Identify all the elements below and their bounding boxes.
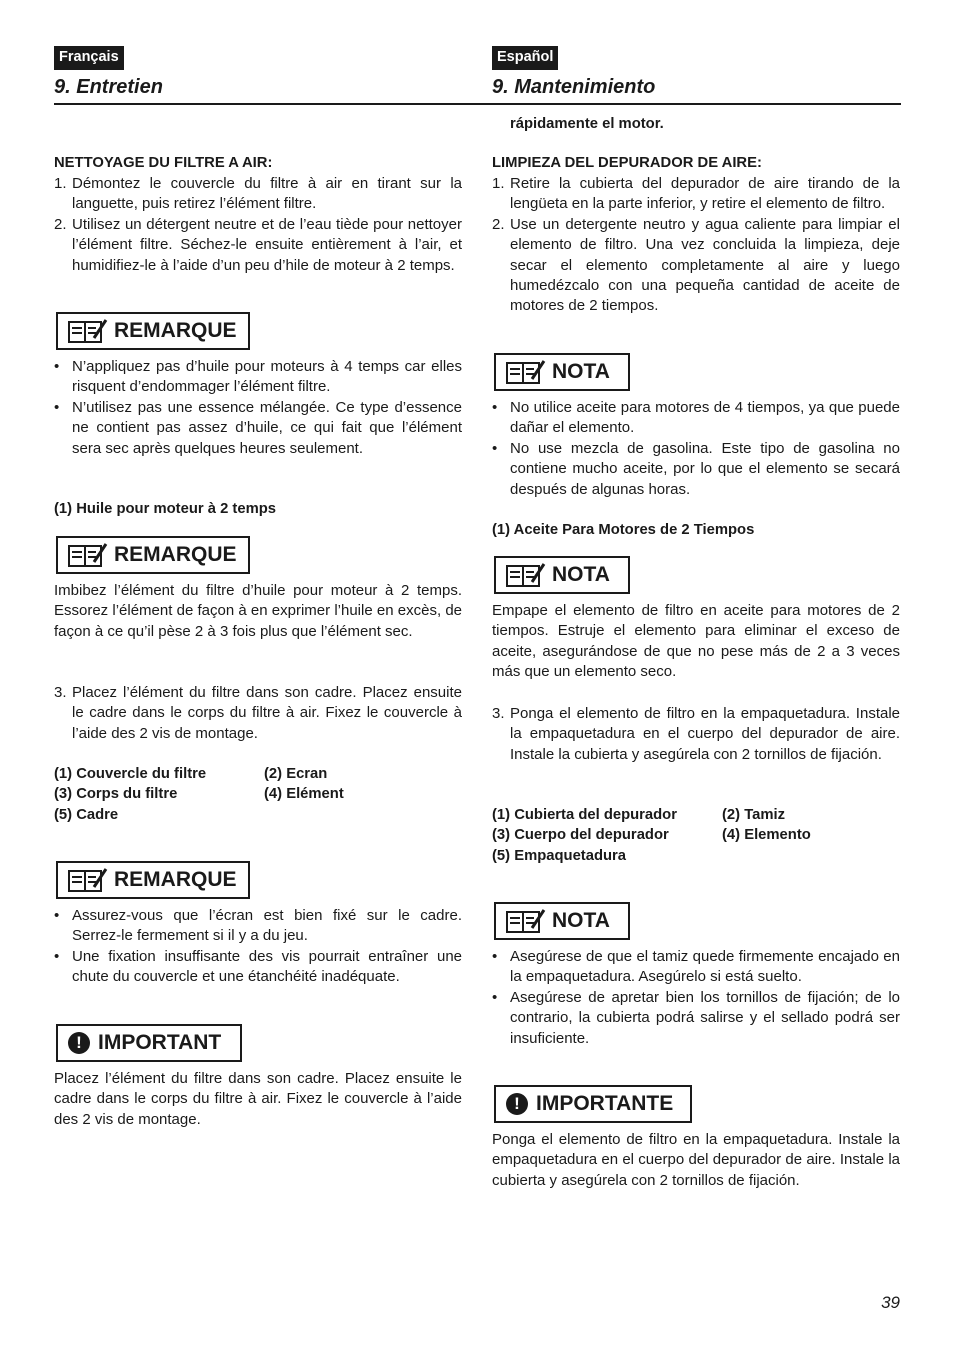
language-tab: Français: [54, 46, 124, 70]
note-box: [494, 556, 630, 594]
subheading: (1) Huile pour moteur à 2 temps: [54, 501, 276, 517]
note-1-list: [54, 357, 462, 459]
section-title: 9. Entretien: [54, 76, 163, 98]
note-1-list: [492, 398, 900, 500]
section-title: 9. Mantenimiento: [492, 76, 656, 98]
part-label: (4) Elément: [264, 786, 344, 803]
note-box: [56, 536, 250, 574]
note-label: NOTA: [552, 909, 610, 932]
book-pencil-icon: [68, 318, 108, 344]
header-rule: [54, 103, 901, 105]
section-heading: NETTOYAGE DU FILTRE A AIR:: [54, 155, 273, 171]
important-text: Placez l’élément du filtre dans son cadre. Placez ensuite le cadre dans le corps du filtre à air. Fixez le couvercle à l’aide des 2 vis de montage.: [54, 1070, 462, 1128]
steps-list: [54, 174, 462, 276]
note-3-list: [492, 947, 900, 1049]
note-3-list: [54, 906, 462, 988]
step-3: 3. Placez l’élément du filtre dans son cadre. Placez ensuite le cadre dans le corps du filtre à air. Fixez le couvercle à l’aide des 2 vis de montage.: [54, 684, 462, 742]
important-label: IMPORTANTE: [536, 1092, 674, 1115]
parts-list: [492, 805, 900, 866]
note-2-text: Imbibez l’élément du filtre d’huile pour moteur à 2 temps. Essorez l’élément de façon à en exprimer l’huile en excès, de façon à ce qu’il pèse 2 à 3 fois plus que l’élément sec.: [54, 582, 462, 640]
step-1: 1. Retire la cubierta del depurador de aire tirando de la lengüeta en la parte inferior, y retire el elemento de filtro.: [492, 175, 900, 213]
note-label: REMARQUE: [114, 319, 237, 342]
important-box: [494, 1085, 692, 1123]
book-pencil-icon: [506, 359, 546, 385]
steps-list: [492, 174, 900, 317]
note-label: REMARQUE: [114, 543, 237, 566]
important-box: [56, 1024, 242, 1062]
note-1-item: • No use mezcla de gasolina. Este tipo de gasolina no contiene mucho aceite, por lo que el elemento se secará después de algunas horas.: [492, 439, 900, 498]
note-3-item: • Une fixation insuffisante des vis pourrait entraîner une chute du couvercle et une étanchéité inadéquate.: [54, 947, 462, 986]
part-label: (1) Couvercle du filtre: [54, 766, 207, 782]
book-pencil-icon: [68, 542, 108, 568]
important-text: Ponga el elemento de filtro en la empaquetadura. Instale la empaquetadura en el cuerpo del depurador de aire. Instale la cubierta y asegúrela con 2 tornillos de fijación.: [492, 1131, 900, 1189]
part-label: (4) Elemento: [722, 827, 811, 844]
step-3: 3. Ponga el elemento de filtro en la empaquetadura. Instale la empaquetadura en el cuerpo del depurador de aire. Instale la cubierta y asegúrela con 2 tornillos de fijación.: [492, 705, 900, 763]
part-label: (3) Cuerpo del depurador: [492, 827, 669, 844]
subheading: (1) Aceite Para Motores de 2 Tiempos: [492, 522, 755, 538]
part-label: (1) Cubierta del depurador: [492, 807, 677, 823]
note-box: [494, 353, 630, 391]
note-2-text: Empape el elemento de filtro en aceite para motores de 2 tiempos. Estruje el elemento para eliminar el exceso de aceite, asegurándose de que no pese más de 2 a 3 veces más que un elemento seco.: [492, 602, 900, 681]
note-label: REMARQUE: [114, 868, 237, 891]
book-pencil-icon: [68, 867, 108, 893]
note-box: [56, 861, 250, 899]
part-label: (2) Tamiz: [722, 807, 786, 823]
exclamation-icon: !: [68, 1032, 90, 1054]
step-1: 1. Démontez le couvercle du filtre à air en tirant sur la languette, puis retirez l’élément filtre.: [54, 175, 462, 213]
part-label: (5) Empaquetadura: [492, 847, 627, 864]
note-label: NOTA: [552, 360, 610, 383]
continued-text: rápidamente el motor.: [510, 116, 664, 132]
page-number: 39: [881, 1293, 900, 1312]
note-1-item: • N’appliquez pas d’huile pour moteurs à 4 temps car elles risquent d’endommager l’élément filtre.: [54, 358, 462, 396]
parts-list: [54, 764, 462, 825]
note-box: [56, 312, 250, 350]
note-label: NOTA: [552, 563, 610, 586]
part-label: (3) Corps du filtre: [54, 786, 178, 803]
note-1-item: • No utilice aceite para motores de 4 tiempos, ya que puede dañar el elemento.: [492, 399, 900, 437]
note-box: [494, 902, 630, 940]
part-label: (2) Ecran: [264, 766, 328, 782]
step-2: 2. Use un detergente neutro y agua caliente para limpiar el elemento de filtro. Una vez concluida la limpieza, deje secar el elemento completamente al aire y luego humedézcalo con una pequeña cantidad de aceite de motores de 2 tiempos.: [492, 215, 900, 315]
note-3-item: • Assurez-vous que l’écran est bien fixé sur le cadre. Serrez-le fermement si il y a du jeu.: [54, 907, 462, 945]
exclamation-icon: !: [506, 1093, 528, 1115]
part-label: (5) Cadre: [54, 806, 119, 823]
language-tab: Español: [492, 46, 558, 70]
note-3-item: • Asegúrese de que el tamiz quede firmemente encajado en la empaquetadura. Asegúrelo si está suelto.: [492, 948, 900, 986]
book-pencil-icon: [506, 562, 546, 588]
book-pencil-icon: [506, 908, 546, 934]
note-1-item: • N’utilisez pas une essence mélangée. Ce type d’essence ne contient pas assez d’huile, ce qui fait que l’élément sera sec après quelques heures seulement.: [54, 398, 462, 457]
section-heading: LIMPIEZA DEL DEPURADOR DE AIRE:: [492, 155, 762, 171]
step-2: 2. Utilisez un détergent neutre et de l’eau tiède pour nettoyer l’élément filtre. Séchez-le ensuite entièrement à l’air, et humidifiez-le à l’aide d’un peu d’hile de moteur à 2 temps.: [54, 215, 462, 274]
note-3-item: • Asegúrese de apretar bien los tornillos de fijación; de lo contrario, la cubierta podrá salirse y el sellado podrá ser insuficiente.: [492, 988, 900, 1047]
important-label: IMPORTANT: [98, 1031, 222, 1054]
